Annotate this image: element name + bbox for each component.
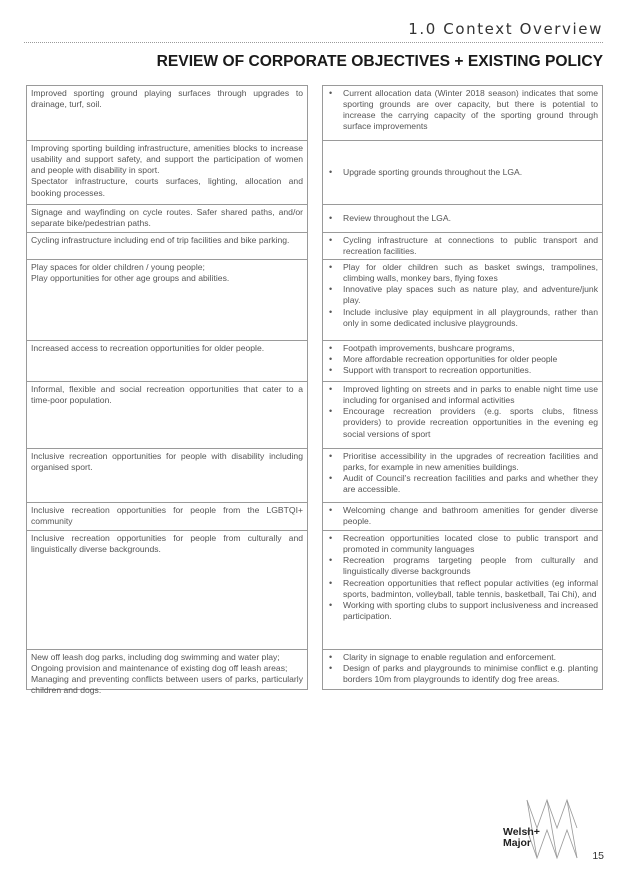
logo-line-1: Welsh+: [503, 826, 540, 838]
table-row: [26, 531, 603, 650]
list-item: • Cycling infrastructure at connections to public transport and recreation facilities.: [327, 235, 598, 257]
objective-cell: Informal, flexible and social recreation opportunities that cater to a time-poor population.: [26, 382, 308, 449]
policy-cell: [322, 233, 603, 260]
page-title: REVIEW OF CORPORATE OBJECTIVES + EXISTING POLICY: [156, 53, 603, 70]
table-row: [26, 205, 603, 233]
list-item: • Audit of Council's recreation facilities and parks and whether they are accessible.: [327, 473, 598, 495]
table-row: [26, 650, 603, 696]
objective-cell: Inclusive recreation opportunities for people from the LGBTQI+ community: [26, 503, 308, 531]
list-item: • Support with transport to recreation opportunities.: [327, 365, 598, 376]
policy-cell: [322, 503, 603, 531]
objective-cell: Inclusive recreation opportunities for people from culturally and linguistically diverse backgrounds.: [26, 531, 308, 650]
list-item: • Recreation programs targeting people from culturally and linguistically diverse backgrounds: [327, 555, 598, 577]
list-item: • Play for older children such as basket swings, trampolines, climbing walls, monkey bars, flying foxes: [327, 262, 598, 284]
header-divider: [24, 42, 603, 43]
table-row: [26, 449, 603, 503]
policy-cell: [322, 449, 603, 503]
list-item: • Recreation opportunities that reflect popular activities (eg informal sports, badminton, volleyball, table tennis, basketball, Tai Chi), and: [327, 578, 598, 600]
table-row: [26, 382, 603, 449]
list-item: • Working with sporting clubs to support inclusiveness and increased participation.: [327, 600, 598, 622]
page-number: 15: [592, 850, 604, 862]
objective-cell: New off leash dog parks, including dog swimming and water play; Ongoing provision and maintenance of existing dog off leash areas; Managing and preventing conflicts between users of parks, particularly children and dogs.: [26, 650, 308, 690]
section-header: 1.0 Context Overview: [408, 20, 603, 38]
list-item: • Encourage recreation providers (e.g. sports clubs, fitness providers) to provide recreation opportunities in the evening eg social versions of sport: [327, 406, 598, 439]
policy-cell: [322, 531, 603, 650]
objectives-table: [26, 85, 603, 696]
policy-cell: [322, 260, 603, 341]
table-row: [26, 141, 603, 205]
policy-cell: [322, 650, 603, 690]
list-item: • Design of parks and playgrounds to minimise conflict e.g. planting borders 10m from playgrounds to identify dog free areas.: [327, 663, 598, 685]
logo-line-2: Major: [503, 837, 532, 849]
list-item: • Upgrade sporting grounds throughout the LGA.: [327, 167, 598, 178]
table-row: [26, 341, 603, 382]
logo-text: [503, 827, 540, 849]
table-row: [26, 233, 603, 260]
list-item: • Footpath improvements, bushcare programs,: [327, 343, 598, 354]
list-item: • Innovative play spaces such as nature play, and adventure/junk play.: [327, 284, 598, 306]
objective-cell: Improved sporting ground playing surfaces through upgrades to drainage, turf, soil.: [26, 85, 308, 141]
list-item: • Welcoming change and bathroom amenities for gender diverse people.: [327, 505, 598, 527]
objective-cell: Play spaces for older children / young people; Play opportunities for other age groups and abilities.: [26, 260, 308, 341]
policy-cell: [322, 85, 603, 141]
objective-cell: Signage and wayfinding on cycle routes. Safer shared paths, and/or separate bike/pedestrian paths.: [26, 205, 308, 233]
table-row: [26, 260, 603, 341]
list-item: • Improved lighting on streets and in parks to enable night time use including for organised and informal activities: [327, 384, 598, 406]
objective-cell: Inclusive recreation opportunities for people with disability including organised sport.: [26, 449, 308, 503]
objective-cell: Cycling infrastructure including end of trip facilities and bike parking.: [26, 233, 308, 260]
list-item: • Current allocation data (Winter 2018 season) indicates that some sporting grounds are over capacity, but there is potential to increase the carrying capacity of the sporting ground through surface improvements: [327, 88, 598, 133]
table-row: [26, 85, 603, 141]
list-item: • Review throughout the LGA.: [327, 213, 598, 224]
company-logo: [503, 798, 585, 860]
objective-cell: Increased access to recreation opportunities for older people.: [26, 341, 308, 382]
policy-cell: [322, 205, 603, 233]
policy-cell: [322, 341, 603, 382]
policy-cell: [322, 141, 603, 205]
list-item: • Include inclusive play equipment in all playgrounds, rather than only in some dedicated inclusive playgrounds.: [327, 307, 598, 329]
list-item: • Prioritise accessibility in the upgrades of recreation facilities and parks, for example in new amenities buildings.: [327, 451, 598, 473]
list-item: • More affordable recreation opportunities for older people: [327, 354, 598, 365]
list-item: • Recreation opportunities located close to public transport and promoted in community languages: [327, 533, 598, 555]
objective-cell: Improving sporting building infrastructure, amenities blocks to increase usability and support safety, and support the participation of women and people with disability in sport. Spectator infrastructure, courts surfaces, lighting, allocation and booking processes.: [26, 141, 308, 205]
table-row: [26, 503, 603, 531]
policy-cell: [322, 382, 603, 449]
list-item: • Clarity in signage to enable regulation and enforcement.: [327, 652, 598, 663]
